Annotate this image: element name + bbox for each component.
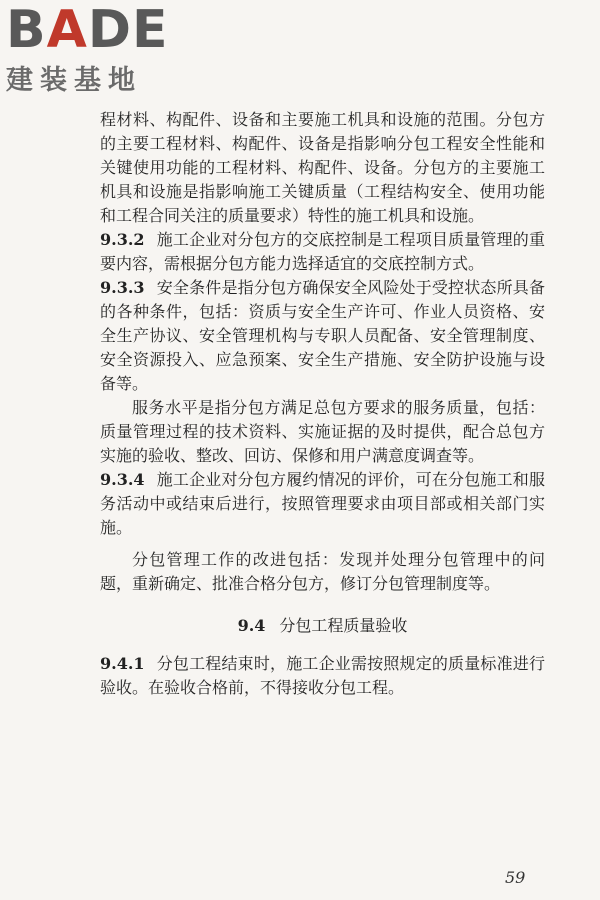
clause-number: 9.3.4 — [100, 470, 145, 489]
section-heading — [100, 614, 545, 638]
clause-text: 施工企业对分包方的交底控制是工程项目质量管理的重要内容，需根据分包方能力选择适宜的交底控制方式。 — [100, 230, 545, 273]
logo-letters-de: DE — [87, 0, 169, 60]
paragraph-text: 服务水平是指分包方满足总包方要求的服务质量，包括：质量管理过程的技术资料、实施证据的及时提供，配合总包方实施的验收、整改、回访、保修和用户满意度调查等。 — [100, 398, 545, 465]
paragraph-text: 程材料、构配件、设备和主要施工机具和设施的范围。分包方的主要工程材料、构配件、设备是指影响分包工程安全性能和关键使用功能的工程材料、构配件、设备。分包方的主要施工机具和设施是指影响施工关键质量（工程结构安全、使用功能和工程合同关注的质量要求）特性的施工机具和设施。 — [100, 110, 545, 225]
logo-letter-a: A — [46, 0, 88, 60]
clause-text: 安全条件是指分包方确保安全风险处于受控状态所具备的各种条件，包括：资质与安全生产许可、作业人员资格、安全生产协议、安全管理机构与专职人员配备、安全管理制度、安全资源投入、应急预案、安全生产措施、安全防护设施与设备等。 — [100, 278, 545, 393]
paragraph-service-level — [100, 396, 545, 468]
clause-9-3-3 — [100, 276, 545, 396]
document-body — [100, 108, 545, 700]
clause-number: 9.4.1 — [100, 654, 145, 673]
bade-logo — [6, 0, 176, 97]
logo-subtitle: 建装基地 — [6, 65, 142, 96]
section-number: 9.4 — [237, 616, 266, 635]
clause-number: 9.3.2 — [100, 230, 145, 249]
paragraph-improvement — [100, 548, 545, 596]
logo-letter-b: B — [6, 0, 47, 60]
logo-wordmark — [6, 0, 176, 60]
clause-text: 分包工程结束时，施工企业需按照规定的质量标准进行验收。在验收合格前，不得接收分包工程。 — [100, 654, 545, 697]
clause-number: 9.3.3 — [100, 278, 145, 297]
section-title: 分包工程质量验收 — [279, 616, 408, 635]
paragraph-text: 分包管理工作的改进包括：发现并处理分包管理中的问题，重新确定、批准合格分包方，修订分包管理制度等。 — [100, 550, 545, 593]
page-number: 59 — [505, 868, 526, 887]
clause-text: 施工企业对分包方履约情况的评价，可在分包施工和服务活动中或结束后进行，按照管理要求由项目部或相关部门实施。 — [100, 470, 545, 537]
clause-9-3-2 — [100, 228, 545, 276]
clause-9-3-4 — [100, 468, 545, 540]
clause-9-4-1 — [100, 652, 545, 700]
paragraph-continuation — [100, 108, 545, 228]
